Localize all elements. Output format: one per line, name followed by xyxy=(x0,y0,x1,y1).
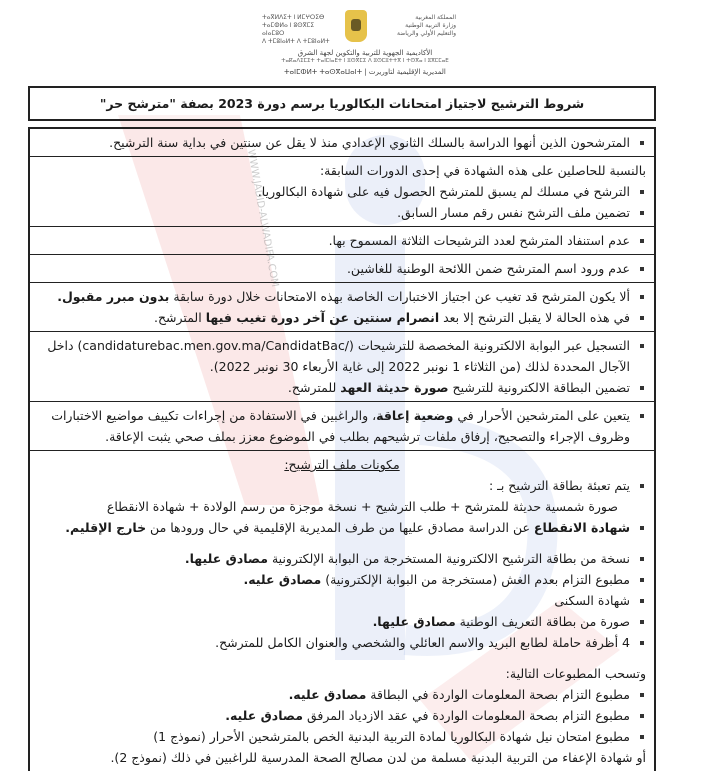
conditions-table xyxy=(28,127,656,771)
watermark-text: WWW.JADID-ALWADIFA.COM xyxy=(245,148,281,288)
list-item xyxy=(38,377,646,398)
emphasis: مصادق عليها. xyxy=(372,614,456,629)
registration-url-link[interactable]: candidaturebac.men.gov.ma/CandidatBac/ xyxy=(82,338,350,353)
list-item xyxy=(38,611,646,632)
list-item xyxy=(38,405,646,447)
list-item: عدم استنفاد المترشح لعدد الترشيحات الثلاثة المسموح بها. xyxy=(38,230,646,251)
list-item xyxy=(38,684,646,705)
text: مطبوع التزام بعدم الغش (مستخرجة من البوابة الإلكترونية) xyxy=(321,572,630,587)
text: عن الدراسة مصادق عليها من طرف المديرية الإقليمية في حال ورودها من xyxy=(146,520,534,535)
list-item xyxy=(38,307,646,328)
section-previous-holders xyxy=(30,157,654,227)
directorate-name: المديرية الإقليمية لتاوريرت | ⵜⴰⵏⵎⵀⵍⵜ ⵜⴰⵙⴳⴰⵡⴰⵏⵜ xyxy=(284,68,446,76)
section-absence xyxy=(30,283,654,332)
text: نسخة من بطاقة الترشيح الالكترونية المستخرجة من البوابة الإلكترونية xyxy=(268,551,630,566)
list-item: تضمين ملف الترشح نفس رقم مسار السابق. xyxy=(38,202,646,223)
text: تضمين البطاقة الالكترونية للترشيح xyxy=(448,380,630,395)
list-item xyxy=(38,726,646,747)
emphasis: شهادة الانقطاع xyxy=(533,520,630,535)
list-item xyxy=(38,590,646,611)
letterhead-right-line: وزارة التربية الوطنية xyxy=(405,22,456,29)
list-item xyxy=(38,569,646,590)
text: التسجيل عبر البوابة الالكترونية المخصصة للترشيحات ( xyxy=(349,338,630,353)
list-item: المترشحون الذين أنهوا الدراسة بالسلك الثانوي الإعدادي منذ لا يقل عن سنتين في بداية سنة الترشيح. xyxy=(38,132,646,153)
section-file-components xyxy=(30,451,654,771)
forms-intro: وتسحب المطبوعات التالية: xyxy=(505,666,646,681)
fill-components-line: صورة شمسية حديثة للمترشح + طلب الترشيح + نسخة موجزة من رسم الولادة + شهادة الانقطاع xyxy=(106,499,618,514)
list-item: عدم ورود اسم المترشح ضمن اللائحة الوطنية للغاشين. xyxy=(38,258,646,279)
text: مطبوع التزام بصحة المعلومات الواردة في عقد الازدياد المرفق xyxy=(302,708,630,723)
emphasis: مصادق عليها. xyxy=(184,551,268,566)
emphasis: بدون مبرر مقبول. xyxy=(57,289,170,304)
text: للمترشح. xyxy=(287,380,341,395)
text: في هذه الحالة لا يقبل الترشح إلا بعد xyxy=(439,310,630,325)
section-heading: مكونات ملف الترشيح: xyxy=(284,457,400,472)
letterhead-left-line: ⵜⴰⵎⵀⵍⴰ ⵏ ⵓⵙⴳⵎⵉ ⴰⵏⴰⵎⵓⵔ xyxy=(262,22,315,37)
list-item: يتم تعبئة بطاقة الترشيح بـ : xyxy=(38,475,646,496)
section-disability xyxy=(30,402,654,451)
emphasis: مصادق عليه. xyxy=(243,572,322,587)
academy-name-tifinagh: ⵜⴰⴽⴰⴷⵉⵎⵉⵜ ⵜⴰⵏⵎⵏⴰⴹⵜ ⵏ ⵓⵙⴳⵎⵉ ⴷ ⵓⵙⵎⵓⵜⵜⴳ ⵏ ⵜⵙⴳⴰ ⵏ ⵓⴳⵎⵎⴰⴹ xyxy=(281,58,449,64)
section-registration xyxy=(30,332,654,402)
emphasis: صورة حديثة العهد xyxy=(340,380,449,395)
emphasis: مصادق عليه. xyxy=(288,687,367,702)
emphasis: مصادق عليه. xyxy=(225,708,303,723)
list-item xyxy=(38,632,646,653)
text: صورة من بطاقة التعريف الوطنية xyxy=(455,614,630,629)
text: مطبوع امتحان نيل شهادة البكالوريا لمادة التربية البدنية الخص بالمترشحين الأحرار (نموذج 1) xyxy=(153,729,630,744)
text: ) داخل الآجال المحددة لذلك (من الثلاثاء 1 نونبر 2022 إلى غاية الأربعاء 30 نونبر 2022). xyxy=(47,338,630,374)
list-item xyxy=(38,286,646,307)
text: شهادة السكنى xyxy=(554,593,630,608)
section-intro: بالنسبة للحاصلين على هذه الشهادة في إحدى الدورات السابقة: xyxy=(319,163,646,178)
letterhead-right-line: والتعليم الأولي والرياضة xyxy=(396,30,456,37)
letterhead-tifinagh xyxy=(262,14,332,46)
emphasis: وضعية إعاقة xyxy=(376,408,454,423)
text: مطبوع التزام بصحة المعلومات الواردة في البطاقة xyxy=(366,687,630,702)
letterhead-left-line: ⵜⴰⴳⵍⴷⵉⵜ ⵏ ⵍⵎⵖⵔⵉⴱ xyxy=(262,14,325,21)
list-item: الترشح في مسلك لم يسبق للمترشح الحصول فيه على شهادة البكالوريا. xyxy=(38,181,646,202)
emphasis: انصرام سنتين عن آخر دورة تغيب فيها xyxy=(205,310,440,325)
coat-of-arms-icon xyxy=(345,10,367,42)
section-attempts xyxy=(30,227,654,255)
document-body xyxy=(28,86,656,771)
section-prep-school xyxy=(30,129,654,157)
letterhead-left-line: ⴷ ⵜⵎⵓⵏⴰⵍⵜ ⴷ ⵜⵎⵓⵏⴰⵍⵜ xyxy=(262,38,330,45)
list-item xyxy=(38,517,646,538)
document-title: شروط الترشيح لاجتياز امتحانات البكالوريا برسم دورة 2023 بصفة "مترشح حر" xyxy=(28,86,656,121)
academy-name: الأكاديمية الجهوية للتربية والتكوين لجهة الشرق xyxy=(297,49,433,57)
exemption-note: أو شهادة الإعفاء من التربية البدنية مسلمة من لدن مصالح الصحة المدرسية للراغبين في ذلك (نموذج 2). xyxy=(110,750,646,765)
text: 4 أظرفة حاملة لطابع البريد والاسم العائلي والشخصي والعنوان الكامل للمترشح. xyxy=(215,635,630,650)
emphasis: خارج الإقليم. xyxy=(65,520,147,535)
list-item xyxy=(38,705,646,726)
list-item xyxy=(38,548,646,569)
text: يتعين على المترشحين الأحرار في xyxy=(453,408,630,423)
letterhead-arabic xyxy=(376,14,456,38)
section-cheaters-list xyxy=(30,255,654,283)
text: ، والراغبين في الاستفادة من إجراءات تكييف مواضيع الاختبارات وظروف الإجراء والتصحيح، إرفاق ملفات ترشيحهم بطلب في الموضوع معزز بملف صحي يثبت الإعاقة. xyxy=(51,408,630,444)
list-item xyxy=(38,335,646,377)
text: المترشح. xyxy=(154,310,206,325)
letterhead-right-line: المملكة المغربية xyxy=(415,14,456,21)
text: ألا يكون المترشح قد تغيب عن اجتياز الاختبارات الخاصة بهذه الامتحانات خلال دورة سابقة xyxy=(169,289,630,304)
letterhead xyxy=(0,0,718,86)
